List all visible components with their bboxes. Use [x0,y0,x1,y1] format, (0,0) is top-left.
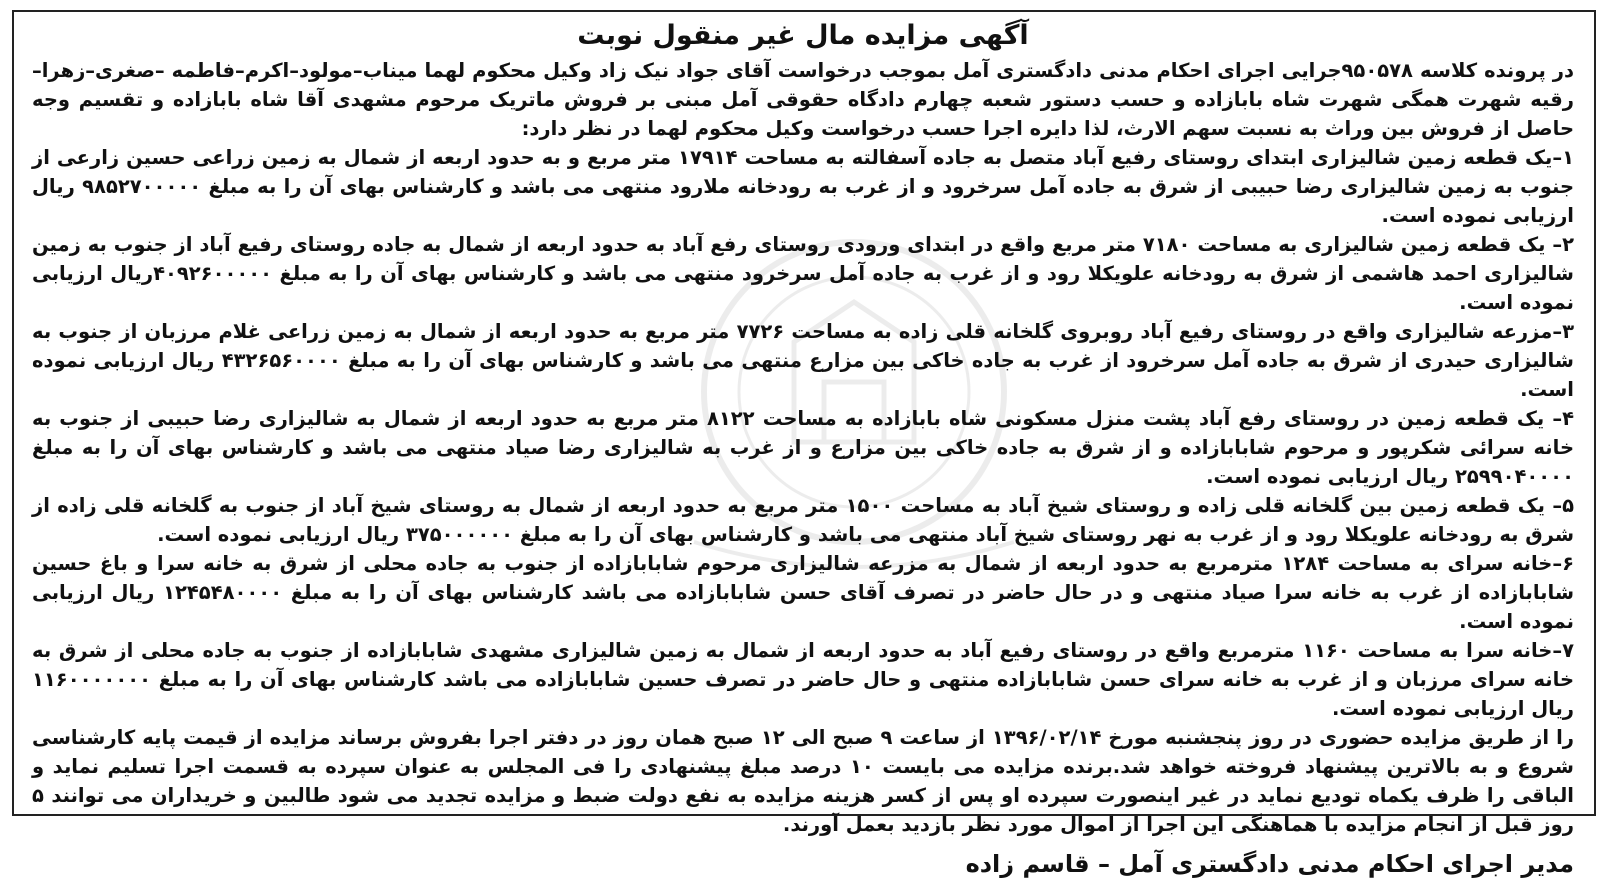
property-item-6: ۶–خانه سرای به مساحت ۱۲۸۴ مترمربع به حدود اربعه از شمال به مزرعه شالیزاری مرحوم شابابازاده از جنوب به جاده محلی از شرق به خانه سرا و باغ حسین شابابازاده از غرب به خانه سرا صیاد منتهی و در حال حاضر در تصرف آقای حسن شابابازاده می باشد کارشناس بهای آن را به مبلغ ۱۲۴۵۴۸۰۰۰۰ ریال ارزیابی نموده است. [32,552,1575,633]
auction-terms: را از طریق مزایده حضوری در روز پنجشنبه مورخ ۱۳۹۶/۰۲/۱۴ از ساعت ۹ صبح الی ۱۲ صبح همان روز در دفتر اجرا بفروش برساند مزایده از قیمت پایه کارشناسی شروع و به بالاترین پیشنهاد فروخته خواهد شد.برنده مزایده می بایست ۱۰ درصد مبلغ پیشنهادی را فی المجلس به عنوان سپرده به قسمت اجرا تسلیم نماید و الباقی را ظرف یکماه تودیع نماید در غیر اینصورت سپرده او پس از کسر هزینه مزایده به نفع دولت ضبط و مزایده تجدید می شود طالبین و خریداران می توانند ۵ روز قبل از انجام مزایده با هماهنگی این اجرا از اموال مورد نظر بازدید بعمل آورند. [32,726,1575,836]
property-item-4: ۴– یک قطعه زمین در روستای رفع آباد پشت منزل مسکونی شاه بابازاده به مساحت ۸۱۲۲ متر مربع به حدود اربعه از شمال به شالیزاری رضا حبیبی از جنوب به خانه سرائی شکرپور و مرحوم شابابازاده و از شرق به جاده خاکی بین مزارع و از غرب به شالیزاری رضا صیاد منتهی می باشد و کارشناس بهای آن را به مبلغ ۲۵۹۹۰۴۰۰۰۰ ریال ارزیابی نموده است. [32,407,1574,488]
notice-title: آگهی مزایده مال غیر منقول نوبت [577,20,1029,51]
notice-intro: در پرونده کلاسه ۹۵۰۵۷۸جرایی اجرای احکام مدنی دادگستری آمل بموجب درخواست آقای جواد نیک زاد وکیل محکوم لهما میناب–مولود–اکرم–فاطمه –صغری–زهرا–رقیه شهرت همگی شهرت شاه بابازاده و حسب دستور شعبه چهارم دادگاه حقوقی آمل مبنی بر فروش ماتریک مرحوم مشهدی آقا شاه بابازاده و تقسیم وجه حاصل از فروش بین وراث به نسبت سهم الارث، لذا دایره اجرا حسب درخواست وکیل محکوم لهما در نظر دارد: [32,59,1575,140]
signature-line: مدیر اجرای احکام مدنی دادگستری آمل – قاسم زاده [965,850,1574,878]
notice-body [32,18,1575,878]
property-item-2: ۲– یک قطعه زمین شالیزاری به مساحت ۷۱۸۰ متر مربع واقع در ابتدای ورودی روستای رفع آباد به حدود اربعه از شمال به جاده روستای رفیع آباد از جنوب به زمین شالیزاری احمد هاشمی از شرق به رودخانه علویکلا رود و از غرب به جاده آمل سرخرود منتهی می باشد و کارشناس بهای آن را به مبلغ ۴۰۹۲۶۰۰۰۰۰ریال ارزیابی نموده است. [32,233,1574,314]
property-item-5: ۵– یک قطعه زمین بین گلخانه قلی زاده و روستای شیخ آباد به مساحت ۱۵۰۰ متر مربع به حدود اربعه از شمال به روستای شیخ آباد از جنوب به گلخانه قلی زاده از شرق به رودخانه علویکلا رود و از غرب به نهر روستای شیخ آباد منتهی می باشد و کارشناس بهای آن را به مبلغ ۳۷۵۰۰۰۰۰۰ ریال ارزیابی نموده است. [32,494,1574,546]
property-item-3: ۳–مزرعه شالیزاری واقع در روستای رفیع آباد روبروی گلخانه قلی زاده به مساحت ۷۷۲۶ متر مربع به حدود اربعه از شمال به زمین زراعی غلام مرزبان از جنوب به شالیزاری حیدری از شرق به جاده آمل سرخرود از غرب به جاده خاکی بین مزارع منتهی می باشد و کارشناس بهای آن را به مبلغ ۴۳۲۶۵۶۰۰۰۰ ریال ارزیابی نموده است. [32,320,1574,401]
property-item-7: ۷–خانه سرا به مساحت ۱۱۶۰ مترمربع واقع در روستای رفیع آباد به حدود اربعه از شمال به زمین شالیزاری مشهدی شابابازاده از جنوب به جاده محلی از شرق به خانه سرای مرزبان و از غرب به خانه سرای حسن شابابازاده منتهی و حال حاضر در تصرف حسین شابابازاده می باشد کارشناس بهای آن را به مبلغ ۱۱۶۰۰۰۰۰۰۰ ریال ارزیابی نموده است. [32,639,1574,720]
property-item-1: ۱–یک قطعه زمین شالیزاری ابتدای روستای رفیع آباد متصل به جاده آسفالته به مساحت ۱۷۹۱۴ متر مربع و به حدود اربعه از شمال به زمین زراعی حسین زارعی از جنوب به زمین شالیزاری رضا حبیبی از شرق به جاده آمل سرخرود و از غرب به رودخانه ملارود منتهی می باشد و کارشناس بهای آن را به مبلغ ۹۸۵۲۷۰۰۰۰۰ ریال ارزیابی نموده است. [32,146,1574,227]
notice-frame [12,10,1596,878]
